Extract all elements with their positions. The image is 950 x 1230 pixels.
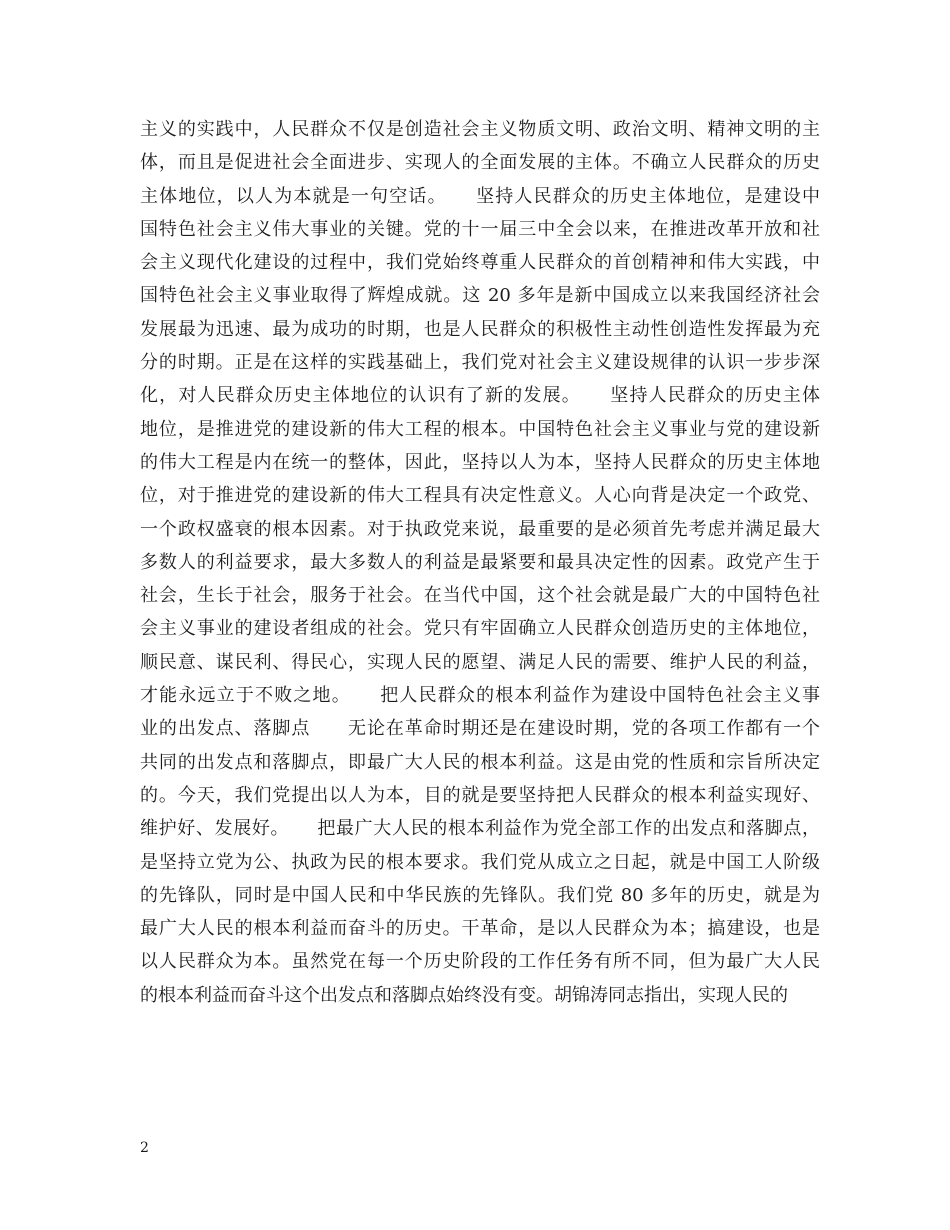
text-line: 地位，是推进党的建设新的伟大工程的根本。中国特色社会主义事业与党的建设新 [140,418,820,440]
text-line: 化，对人民群众历史主体地位的认识有了新的发展。 坚持人民群众的历史主体 [140,385,820,407]
text-line: 顺民意、谋民利、得民心，实现人民的愿望、满足人民的需要、维护人民的利益， [140,651,820,673]
text-line: 维护好、发展好。 把最广大人民的根本利益作为党全部工作的出发点和落脚点， [140,818,820,840]
text-line: 最广大人民的根本利益而奋斗的历史。干革命，是以人民群众为本；搞建设，也是 [140,918,820,940]
text-line: 的伟大工程是内在统一的整体，因此，坚持以人为本，坚持人民群众的历史主体地 [140,451,820,473]
text-line: 以人民群众为本。虽然党在每一个历史阶段的工作任务有所不同，但为最广大人民 [140,951,820,973]
text-line: 业的出发点、落脚点 无论在革命时期还是在建设时期，党的各项工作都有一个 [140,718,820,740]
text-line: 国特色社会主义事业取得了辉煌成就。这 20 多年是新中国成立以来我国经济社会 [140,285,820,307]
text-line: 位，对于推进党的建设新的伟大工程具有决定性意义。人心向背是决定一个政党、 [140,485,820,507]
text-line: 国特色社会主义伟大事业的关键。党的十一届三中全会以来，在推进改革开放和社 [140,218,820,240]
text-line: 分的时期。正是在这样的实践基础上，我们党对社会主义建设规律的认识一步步深 [140,352,820,374]
text-line: 的先锋队，同时是中国人民和中华民族的先锋队。我们党 80 多年的历史，就是为 [140,884,820,906]
text-line: 会主义现代化建设的过程中，我们党始终尊重人民群众的首创精神和伟大实践，中 [140,252,820,274]
text-line: 的根本利益而奋斗这个出发点和落脚点始终没有变。胡锦涛同志指出，实现人民的 [140,984,788,1006]
page-number: 2 [140,1140,149,1156]
text-line: 会主义事业的建设者组成的社会。党只有牢固确立人民群众创造历史的主体地位， [140,618,820,640]
text-line: 主体地位，以人为本就是一句空话。 坚持人民群众的历史主体地位，是建设中 [140,185,820,207]
text-line: 的。今天，我们党提出以人为本，目的就是要坚持把人民群众的根本利益实现好、 [140,784,820,806]
text-line: 社会，生长于社会，服务于社会。在当代中国，这个社会就是最广大的中国特色社 [140,585,820,607]
text-line: 多数人的利益要求，最大多数人的利益是最紧要和最具决定性的因素。政党产生于 [140,551,820,573]
text-line: 体，而且是促进社会全面进步、实现人的全面发展的主体。不确立人民群众的历史 [140,152,820,174]
text-line: 发展最为迅速、最为成功的时期，也是人民群众的积极性主动性创造性发挥最为充 [140,318,820,340]
text-line: 主义的实践中，人民群众不仅是创造社会主义物质文明、政治文明、精神文明的主 [140,119,820,140]
text-line: 一个政权盛衰的根本因素。对于执政党来说，最重要的是必须首先考虑并满足最大 [140,518,820,540]
body-text [140,113,820,1012]
text-line: 才能永远立于不败之地。 把人民群众的根本利益作为建设中国特色社会主义事 [140,685,820,707]
text-line: 是坚持立党为公、执政为民的根本要求。我们党从成立之日起，就是中国工人阶级 [140,851,820,873]
text-line: 共同的出发点和落脚点，即最广大人民的根本利益。这是由党的性质和宗旨所决定 [140,751,820,773]
